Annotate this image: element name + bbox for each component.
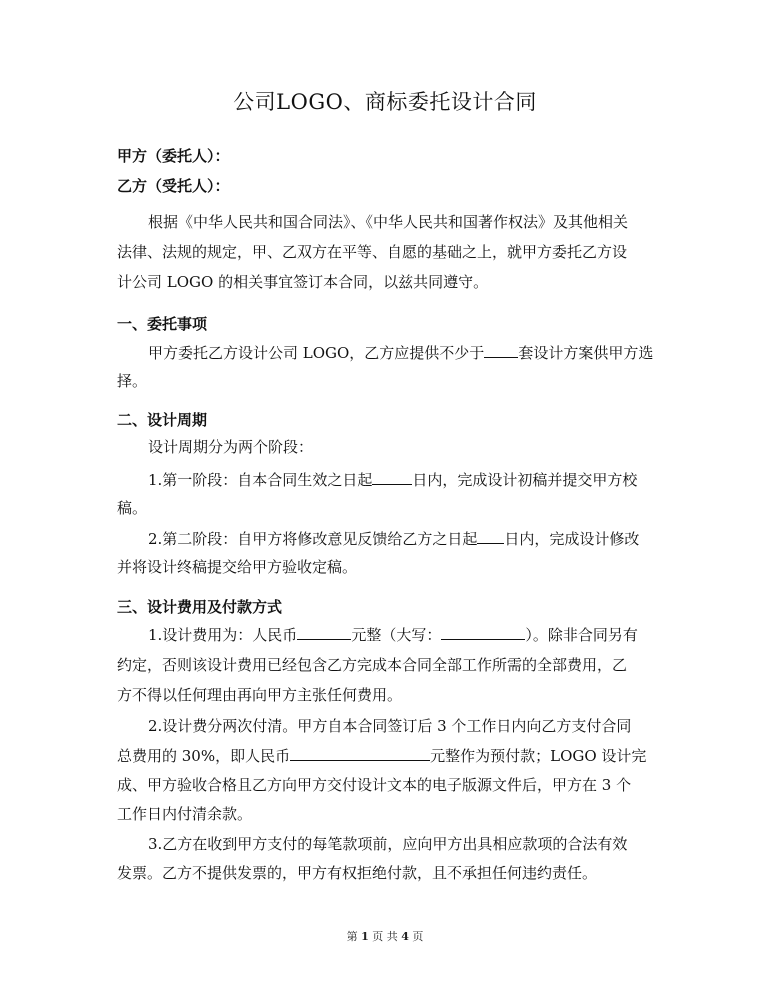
page-footer: 第 1 页 共 4 页 (346, 930, 424, 943)
section-3-heading: 三、设计费用及付款方式 (117, 598, 283, 616)
section-3-item-2-cont-1: 总费用的 30%，即人民币 元整作为预付款；LOGO 设计完 (117, 747, 647, 765)
blank-field (297, 624, 351, 640)
section-3-item-1-cont-1: 约定，否则该设计费用已经包含乙方完成本合同全部工作所需的全部费用，乙 (117, 656, 628, 674)
blank-field (441, 624, 525, 640)
section-3-item-1-cont-2: 方不得以任何理由再向甲方主张任何费用。 (117, 686, 403, 704)
section-3-item-3-cont: 发票。乙方不提供发票的，甲方有权拒绝付款，且不承担任何违约责任。 (117, 864, 598, 882)
section-3-item-2: 2.设计费分两次付清。甲方自本合同签订后 3 个工作日内向乙方支付合同 (148, 717, 632, 735)
party-b-label: 乙方（受托人）： (117, 177, 230, 195)
current-page-number: 1 (361, 930, 369, 943)
section-1-heading: 一、委托事项 (117, 315, 208, 333)
section-3-item-2-cont-2: 成、甲方验收合格且乙方向甲方交付设计文本的电子版源文件后，甲方在 3 个 (117, 776, 632, 794)
section-2-item-2: 2.第二阶段：自甲方将修改意见反馈给乙方之日起 日内，完成设计修改 (148, 530, 640, 548)
section-2-heading: 二、设计周期 (117, 411, 208, 429)
section-2-item-2-cont: 并将设计终稿提交给甲方验收定稿。 (117, 558, 358, 576)
blank-field (484, 342, 518, 358)
blank-field (290, 745, 430, 761)
section-3-item-2-cont-3: 工作日内付清余款。 (117, 805, 253, 823)
section-2-item-1: 1.第一阶段：自本合同生效之日起 日内，完成设计初稿并提交甲方校 (148, 471, 638, 489)
preamble-line-3: 计公司 LOGO 的相关事宜签订本合同，以兹共同遵守。 (117, 273, 489, 291)
section-3-item-1: 1.设计费用为：人民币 元整（大写： ）。除非合同另有 (148, 626, 638, 644)
section-1-line-2: 择。 (117, 372, 148, 390)
section-3-item-3: 3.乙方在收到甲方支付的每笔款项前，应向甲方出具相应款项的合法有效 (148, 835, 628, 853)
party-a-label: 甲方（委托人）： (117, 147, 230, 165)
total-pages-number: 4 (401, 930, 409, 943)
preamble-line-2: 法律、法规的规定，甲、乙双方在平等、自愿的基础之上，就甲方委托乙方设 (117, 243, 628, 261)
blank-field (477, 528, 504, 544)
blank-field (372, 469, 412, 485)
section-2-item-1-cont: 稿。 (117, 499, 148, 517)
document-title: 公司LOGO、商标委托设计合同 (233, 90, 537, 114)
preamble-line-1: 根据《中华人民共和国合同法》、《中华人民共和国著作权法》及其他相关 (148, 213, 629, 231)
section-1-line-1: 甲方委托乙方设计公司 LOGO，乙方应提供不少于 套设计方案供甲方选 (148, 344, 654, 362)
section-2-intro: 设计周期分为两个阶段： (148, 438, 314, 456)
